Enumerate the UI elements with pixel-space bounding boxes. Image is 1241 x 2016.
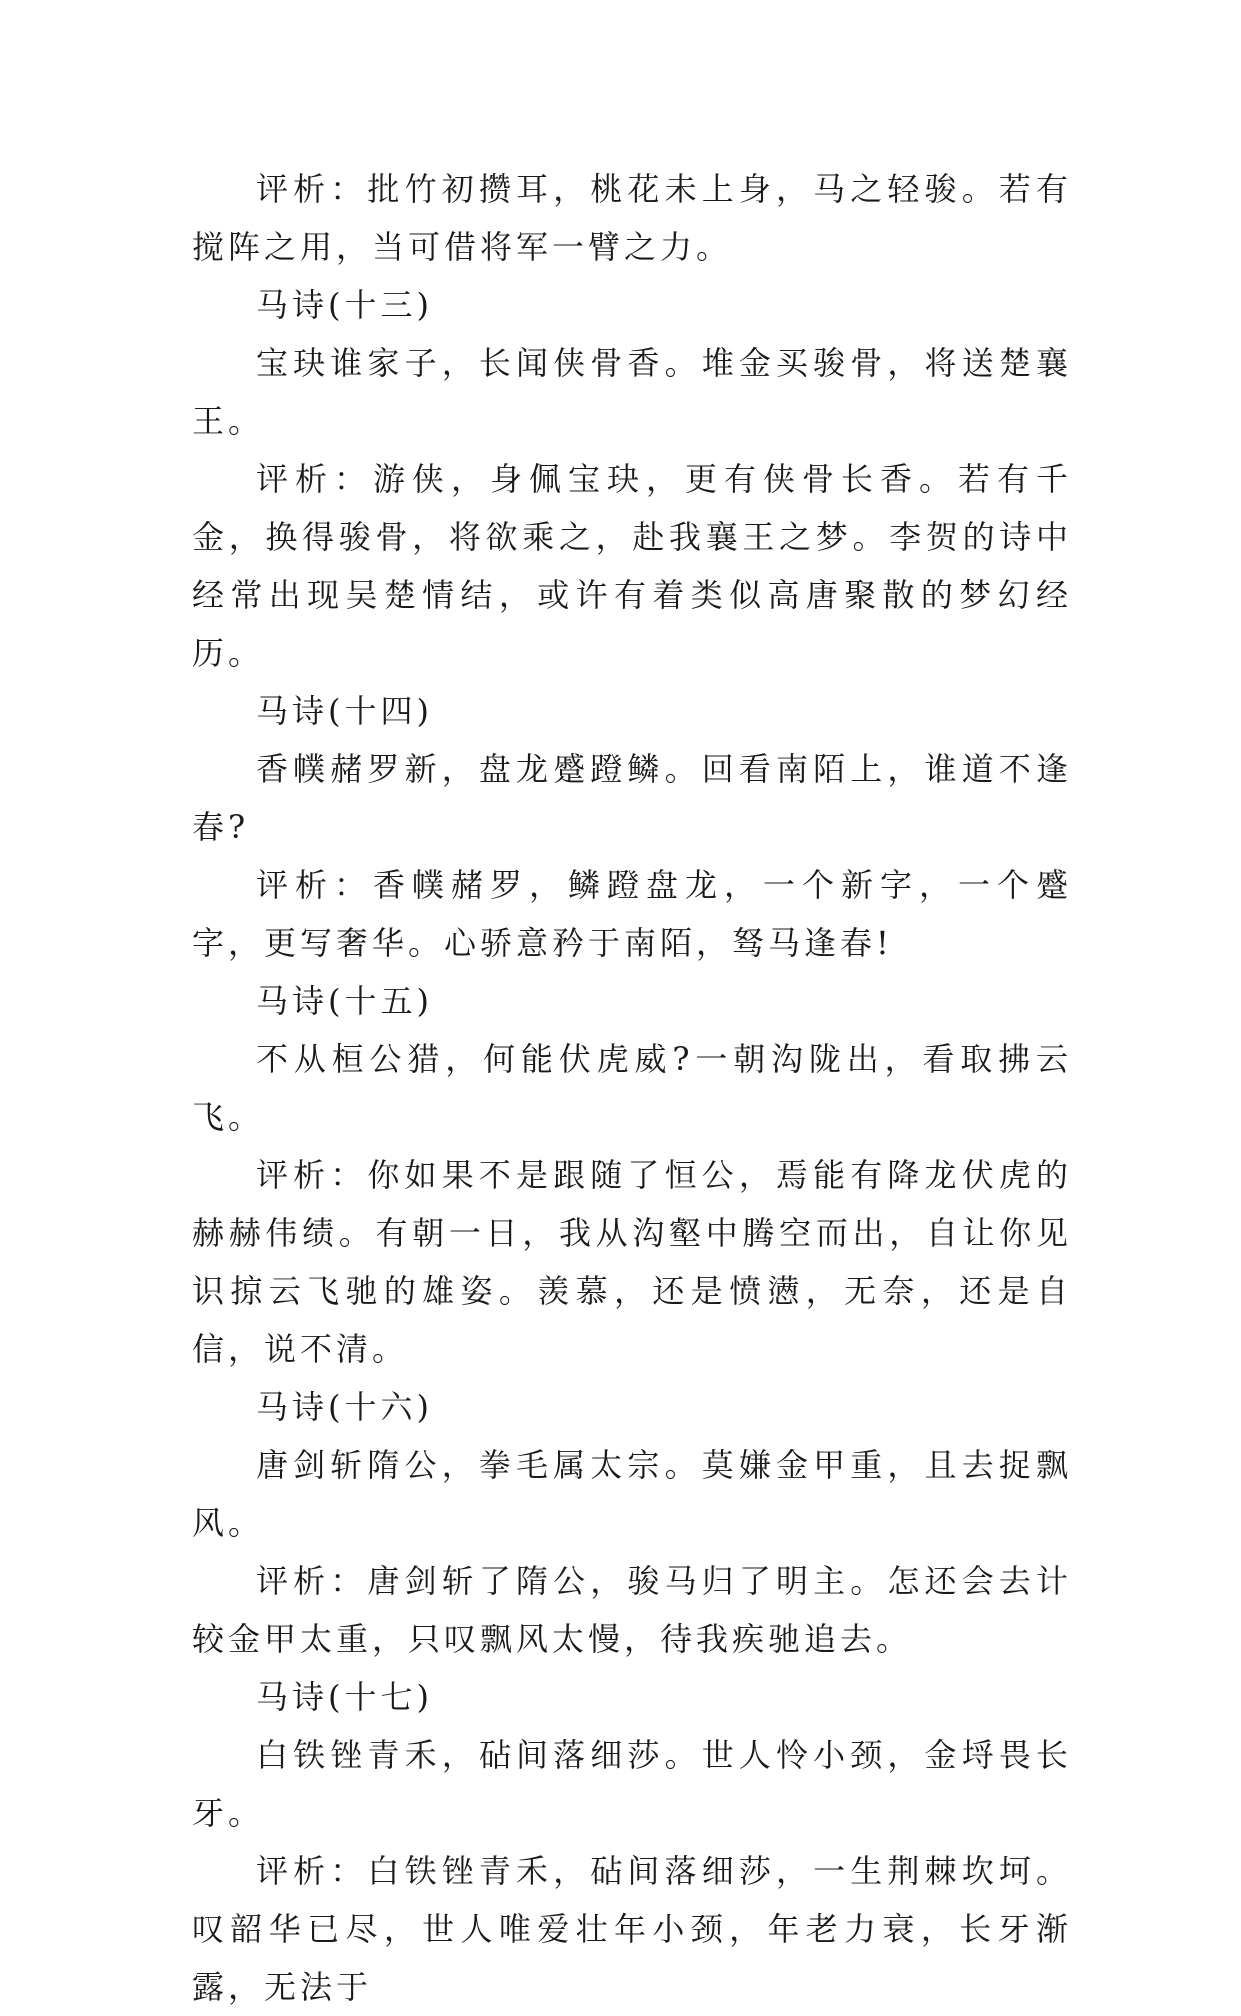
poem-verse: 唐剑斩隋公，拳毛属太宗。莫嫌金甲重，且去捉飘风。	[192, 1446, 1072, 1542]
analysis-paragraph: 评析：白铁锉青禾，砧间落细莎，一生荆棘坎坷。叹韶华已尽，世人唯爱壮年小颈，年老力衰，长牙渐露，无法于	[192, 1852, 1072, 2006]
document-body	[192, 160, 1072, 2016]
analysis-paragraph: 评析：你如果不是跟随了恒公，焉能有降龙伏虎的赫赫伟绩。有朝一日，我从沟壑中腾空而出，自让你见识掠云飞驰的雄姿。羡慕，还是愤懑，无奈，还是自信，说不清。	[192, 1156, 1072, 1368]
poem-verse: 宝玦谁家子，长闻侠骨香。堆金买骏骨，将送楚襄王。	[192, 344, 1072, 440]
poem-heading: 马诗(十五)	[256, 982, 433, 1020]
analysis-paragraph: 评析：香幞赭罗，鳞蹬盘龙，一个新字，一个蹙字，更写奢华。心骄意矜于南陌，驽马逢春!	[192, 866, 1072, 962]
poem-heading: 马诗(十三)	[256, 286, 433, 324]
poem-verse: 白铁锉青禾，砧间落细莎。世人怜小颈，金埒畏长牙。	[192, 1736, 1072, 1832]
poem-heading: 马诗(十四)	[256, 692, 433, 730]
analysis-paragraph: 评析：唐剑斩了隋公，骏马归了明主。怎还会去计较金甲太重，只叹飘风太慢，待我疾驰追去。	[192, 1562, 1072, 1658]
analysis-paragraph: 评析：游侠，身佩宝玦，更有侠骨长香。若有千金，换得骏骨，将欲乘之，赴我襄王之梦。李贺的诗中经常出现吴楚情结，或许有着类似高唐聚散的梦幻经历。	[192, 460, 1072, 672]
poem-verse: 不从桓公猎，何能伏虎威?一朝沟陇出，看取拂云飞。	[192, 1040, 1072, 1136]
poem-verse: 香幞赭罗新，盘龙蹙蹬鳞。回看南陌上，谁道不逢春?	[192, 750, 1072, 846]
poem-heading: 马诗(十七)	[256, 1678, 433, 1716]
poem-heading: 马诗(十六)	[256, 1388, 433, 1426]
analysis-paragraph: 评析：批竹初攒耳，桃花未上身，马之轻骏。若有搅阵之用，当可借将军一臂之力。	[192, 170, 1072, 266]
